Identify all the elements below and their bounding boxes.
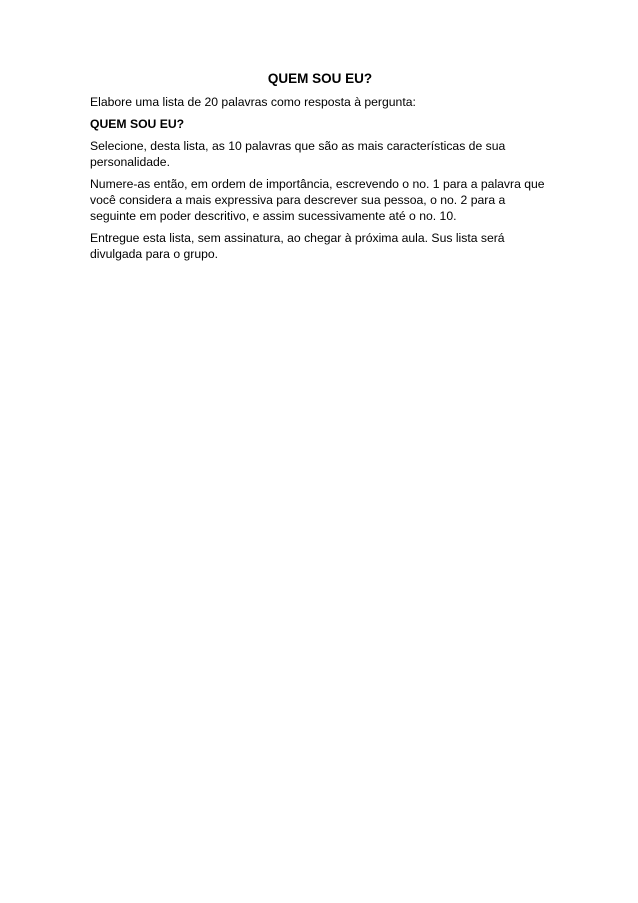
instruction-paragraph-3: Numere-as então, em ordem de importância, escrevendo o no. 1 para a palavra que você considera a mais expressiva para descrever sua pessoa, o no. 2 para a seguinte em poder descritivo, e assim sucessivamente até o no. 10. (90, 177, 545, 223)
question-heading: QUEM SOU EU? (90, 117, 185, 131)
document-content (90, 70, 550, 268)
instruction-paragraph-2: Selecione, desta lista, as 10 palavras que são as mais características de sua personalidade. (90, 139, 506, 169)
instruction-paragraph-1: Elabore uma lista de 20 palavras como resposta à pergunta: (90, 95, 416, 109)
instruction-paragraph-4: Entregue esta lista, sem assinatura, ao chegar à próxima aula. Sus lista será divulgada para o grupo. (90, 231, 505, 261)
document-title: QUEM SOU EU? (267, 71, 373, 86)
